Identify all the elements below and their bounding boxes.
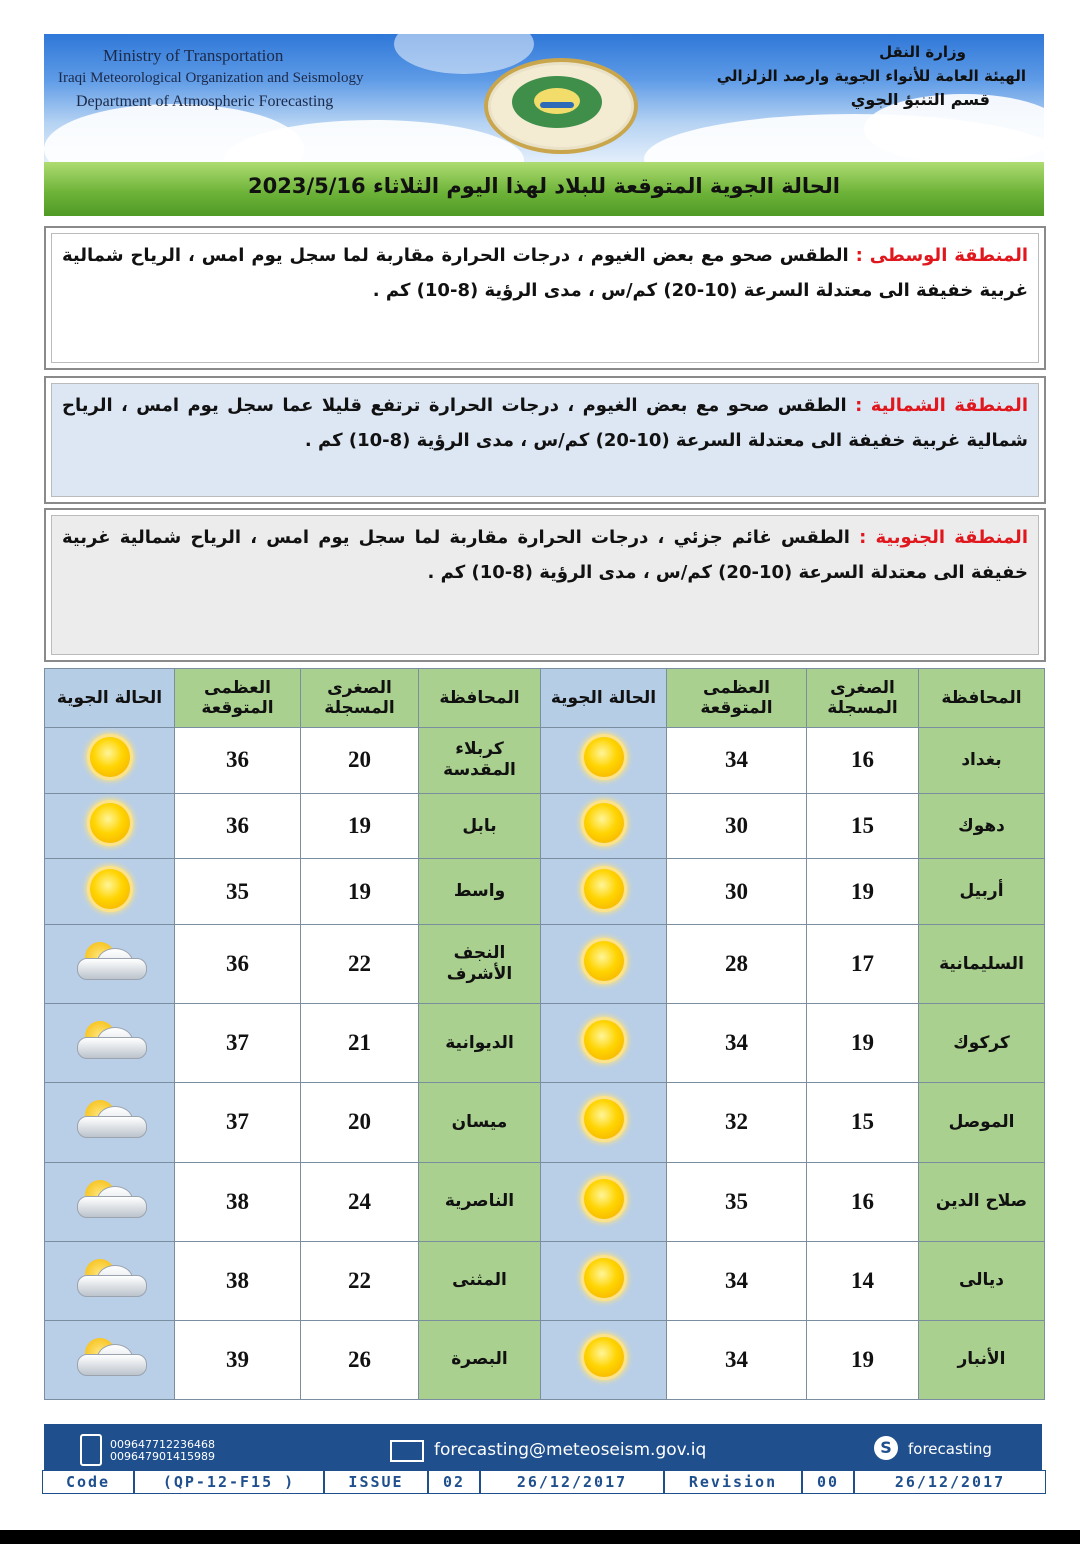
governorate-cell: كركوك [919,1004,1045,1083]
governorate-cell: واسط [419,859,541,925]
governorate-cell: ميسان [419,1083,541,1162]
min-temp-cell: 21 [301,1004,419,1083]
condition-cell [45,1162,175,1241]
max-temp-cell: 38 [175,1241,301,1320]
phone-1: 009647712236468 [110,1438,215,1451]
partly-cloudy-icon [71,1174,149,1224]
condition-cell [541,728,667,794]
region-south [44,508,1046,662]
issue-label: ISSUE [325,1471,429,1493]
sunny-icon [584,941,624,981]
region-central-text: الطقس صحو مع بعض الغيوم ، درجات الحرارة مقاربة لما سجل يوم امس ، الرياح شمالية غربية خفيفة الى معتدلة السرعة (10-20) كم/س ، مدى الرؤية (8-10) كم . [62,245,1028,301]
min-temp-cell: 22 [301,1241,419,1320]
condition-cell [541,859,667,925]
min-temp-cell: 16 [807,1162,919,1241]
header-gov: المحافظة [419,669,541,728]
max-temp-cell: 35 [175,859,301,925]
governorate-cell: الديوانية [419,1004,541,1083]
min-temp-cell: 19 [807,1004,919,1083]
min-temp-cell: 22 [301,925,419,1004]
governorate-cell: ديالى [919,1241,1045,1320]
max-temp-cell: 34 [667,1004,807,1083]
max-temp-cell: 32 [667,1083,807,1162]
header-min: الصغرى المسجلة [301,669,419,728]
min-temp-cell: 14 [807,1241,919,1320]
max-temp-cell: 35 [667,1162,807,1241]
condition-cell [45,859,175,925]
condition-cell [45,1241,175,1320]
max-temp-cell: 34 [667,1241,807,1320]
max-temp-cell: 28 [667,925,807,1004]
revision-date: 26/12/2017 [894,1473,1006,1491]
dept-ar: قسم التنبؤ الجوي [850,90,990,109]
governorate-cell: السليمانية [919,925,1045,1004]
min-temp-cell: 19 [301,793,419,859]
footer-bar [44,1424,1042,1474]
governorate-cell: المثنى [419,1241,541,1320]
ministry-ar: وزارة النقل [879,43,966,61]
region-north-text: الطقس صحو مع بعض الغيوم ، درجات الحرارة ترتفع قليلا عما سجل يوم امس ، الرياح شمالية غربية خفيفة الى معتدلة السرعة (10-20) كم/س ، مدى الرؤية (8-10) كم . [62,395,1028,451]
page-title: الحالة الجوية المتوقعة للبلاد لهذا اليوم الثلاثاء 2023/5/16 [248,174,840,198]
org-ar: الهيئة العامة للأنواء الجوية وارصد الزلزالي [716,67,1026,85]
condition-cell [45,925,175,1004]
max-temp-cell: 36 [175,793,301,859]
condition-cell [45,793,175,859]
document-code-bar [42,1470,1046,1494]
sunny-icon [90,737,130,777]
condition-cell [45,1004,175,1083]
min-temp-cell: 17 [807,925,919,1004]
min-temp-cell: 19 [807,859,919,925]
header-max: العظمى المتوقعة [667,669,807,728]
max-temp-cell: 30 [667,793,807,859]
region-central-name: المنطقة الوسطى : [855,245,1029,266]
condition-cell [541,793,667,859]
governorate-cell: النجف الأشرف [419,925,541,1004]
title-bar [44,162,1044,216]
table-row [45,925,1045,1004]
partly-cloudy-icon [71,1332,149,1382]
code-value: (QP-12-F15 ) [135,1471,325,1493]
sunny-icon [584,1020,624,1060]
phone-2: 009647901415989 [110,1450,215,1463]
min-temp-cell: 15 [807,1083,919,1162]
table-row [45,859,1045,925]
max-temp-cell: 30 [667,859,807,925]
governorate-cell: أربيل [919,859,1045,925]
min-temp-cell: 26 [301,1320,419,1399]
forecast-table [44,668,1045,1400]
max-temp-cell: 36 [175,728,301,794]
governorate-cell: دهوك [919,793,1045,859]
sunny-icon [584,1337,624,1377]
dept-en: Department of Atmospheric Forecasting [76,93,334,110]
governorate-cell: الناصرية [419,1162,541,1241]
header-max: العظمى المتوقعة [175,669,301,728]
sunny-icon [584,803,624,843]
ministry-en: Ministry of Transportation [103,46,284,65]
table-row [45,1320,1045,1399]
header-cond: الحالة الجوية [541,669,667,728]
table-row [45,1004,1045,1083]
sunny-icon [584,1179,624,1219]
skype-icon: S [874,1436,898,1460]
organization-logo [484,58,638,154]
header-english [58,44,363,113]
condition-cell [45,1083,175,1162]
revision-label: Revision [665,1471,803,1493]
governorate-cell: البصرة [419,1320,541,1399]
max-temp-cell: 36 [175,925,301,1004]
table-header-row [45,669,1045,728]
max-temp-cell: 38 [175,1162,301,1241]
phone-numbers [110,1439,215,1463]
condition-cell [541,1083,667,1162]
table-row [45,728,1045,794]
header-cond: الحالة الجوية [45,669,175,728]
min-temp-cell: 19 [301,859,419,925]
governorate-cell: صلاح الدين [919,1162,1045,1241]
partly-cloudy-icon [71,1094,149,1144]
governorate-cell: الموصل [919,1083,1045,1162]
min-temp-cell: 16 [807,728,919,794]
condition-cell [541,1162,667,1241]
org-en: Iraqi Meteorological Organization and Seismology [58,70,364,86]
email-address[interactable]: forecasting@meteoseism.gov.iq [434,1440,707,1460]
table-row [45,1083,1045,1162]
table-row [45,1241,1045,1320]
revision-value: 00 [803,1471,855,1493]
region-central [44,226,1046,370]
governorate-cell: بغداد [919,728,1045,794]
min-temp-cell: 15 [807,793,919,859]
max-temp-cell: 39 [175,1320,301,1399]
header-min: الصغرى المسجلة [807,669,919,728]
condition-cell [45,1320,175,1399]
partly-cloudy-icon [71,936,149,986]
region-south-text: الطقس غائم جزئي ، درجات الحرارة مقاربة لما سجل يوم امس ، الرياح شمالية غربية خفيفة الى معتدلة السرعة (10-20) كم/س ، مدى الرؤية (8-10) كم . [62,527,1028,583]
header-arabic [717,40,1026,112]
partly-cloudy-icon [71,1015,149,1065]
sunny-icon [584,737,624,777]
region-south-name: المنطقة الجنوبية : [859,527,1028,548]
governorate-cell: الأنبار [919,1320,1045,1399]
min-temp-cell: 20 [301,1083,419,1162]
min-temp-cell: 20 [301,728,419,794]
governorate-cell: بابل [419,793,541,859]
condition-cell [45,728,175,794]
sunny-icon [90,803,130,843]
max-temp-cell: 34 [667,728,807,794]
max-temp-cell: 37 [175,1083,301,1162]
email-icon [390,1440,424,1462]
condition-cell [541,925,667,1004]
issue-date: 26/12/2017 [481,1471,665,1493]
sunny-icon [90,869,130,909]
min-temp-cell: 24 [301,1162,419,1241]
max-temp-cell: 37 [175,1004,301,1083]
max-temp-cell: 34 [667,1320,807,1399]
condition-cell [541,1320,667,1399]
sunny-icon [584,1258,624,1298]
min-temp-cell: 19 [807,1320,919,1399]
header-banner [44,34,1044,162]
issue-value: 02 [429,1471,481,1493]
table-row [45,793,1045,859]
condition-cell [541,1241,667,1320]
region-north-name: المنطقة الشمالية : [855,395,1028,416]
sunny-icon [584,869,624,909]
header-gov: المحافظة [919,669,1045,728]
condition-cell [541,1004,667,1083]
table-row [45,1162,1045,1241]
phone-icon [80,1434,102,1466]
sunny-icon [584,1099,624,1139]
code-label: Code [43,1471,135,1493]
partly-cloudy-icon [71,1253,149,1303]
region-north [44,376,1046,504]
governorate-cell: كربلاء المقدسة [419,728,541,794]
skype-id[interactable]: forecasting [908,1440,992,1458]
